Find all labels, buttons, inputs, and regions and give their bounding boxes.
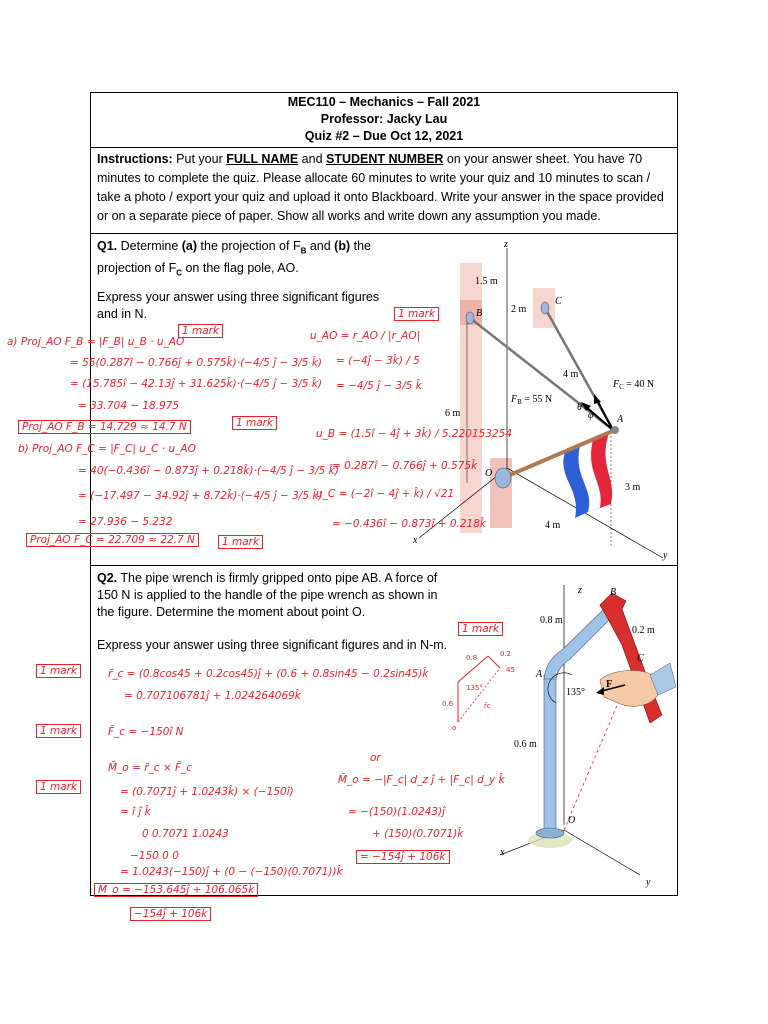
hw-mo-step: = 1.0243(−150)ĵ + (0 − (−150)(0.7071))k̂: [120, 866, 343, 878]
q1-sub: B: [300, 246, 307, 256]
pole-tip-a: [611, 426, 619, 434]
hw-mark: 1 mark: [36, 780, 81, 794]
flag-pole-figure: [405, 238, 675, 563]
force-fc-head: [594, 394, 601, 404]
bracket-b: [466, 312, 474, 324]
header-divider: [90, 147, 678, 148]
pipe-base-plate: [536, 828, 564, 838]
fc-symbol: F: [613, 379, 620, 390]
label-x: x: [413, 535, 418, 546]
hw-det-row: = î ĵ k̂: [120, 806, 151, 818]
hw-q1a-step: = 33.704 − 18.975: [78, 400, 180, 412]
fc-value: = 40 N: [623, 379, 655, 390]
label-fc: [612, 379, 654, 391]
hw-q1a-step: = (15.785î − 42.13ĵ + 31.625k̂)·(−4/5 ĵ − 3/5 k̂): [70, 378, 322, 390]
q2-question: [97, 570, 447, 621]
professor-name: Professor: Jacky Lau: [320, 112, 448, 126]
hw-mark: 1 mark: [394, 307, 439, 321]
sketch-0-2: 0.2: [500, 650, 512, 658]
q1-sub: C: [176, 268, 182, 277]
hw-fc: F̄_c = −150î N: [108, 726, 184, 738]
hw-alt-step: + (150)(0.7071)k̂: [372, 828, 464, 840]
bracket-c: [541, 302, 549, 314]
label-theta: θ: [577, 402, 582, 413]
hw-mark: 1 mark: [36, 664, 81, 678]
instructions-divider: [90, 233, 678, 234]
q1-text: on the flag pole, AO.: [182, 260, 299, 275]
hw-rc-value: = 0.707106781ĵ + 1.024264069k̂: [124, 690, 301, 702]
hw-q1b-answer: Proj_AO F_C = 22.709 ≈ 22.7 N: [26, 533, 199, 547]
label-135deg: 135°: [566, 687, 585, 698]
label-2m: 2 m: [511, 304, 527, 315]
hw-mark: 1 mark: [218, 535, 263, 549]
hw-uao-def: u_AO = r_AO / |r_AO|: [310, 330, 421, 342]
fb-symbol: F: [511, 394, 518, 405]
q1-text: the projection of F: [197, 239, 301, 253]
sketch-o: o: [452, 724, 457, 732]
course-title: MEC110 – Mechanics – Fall 2021: [287, 95, 481, 109]
hw-alt-step: = −(150)(1.0243)ĵ: [348, 806, 446, 818]
instructions: [97, 150, 671, 226]
hw-rc-def: r̄_c = (0.8cos45 + 0.2cos45)ĵ + (0.6 + 0.8sin45 − 0.2sin45)k̂: [108, 668, 429, 680]
label-c: C: [637, 653, 644, 664]
q1-part-a: (a): [181, 239, 198, 253]
label-4m-bottom: 4 m: [545, 520, 561, 531]
q1-text: Determine: [117, 239, 182, 253]
hw-uc-value: = −0.436î − 0.873ĵ + 0.218k̂: [332, 518, 486, 530]
hw-q1b-step: = 40(−0.436î − 0.873ĵ + 0.218k̂)·(−4/5 ĵ − 3/5 k̂): [78, 465, 339, 477]
label-fb: [510, 394, 552, 406]
label-4m: 4 m: [563, 369, 579, 380]
instructions-text: Put your: [172, 152, 227, 166]
force-fc-arrow: [597, 400, 613, 430]
sketch-0-6: 0.6: [442, 700, 454, 708]
label-c: C: [555, 296, 562, 307]
q2-sketch: [440, 642, 520, 732]
fb-value: = 55 N: [521, 394, 553, 405]
label-o: O: [568, 815, 576, 826]
sketch-0-8: 0.8: [466, 654, 478, 662]
hw-uao-step: = (−4ĵ − 3k̂) / 5: [336, 355, 420, 367]
hw-det-row: 0 0.7071 1.0243: [142, 828, 229, 840]
hw-q1b-step: = 27.936 − 5.232: [78, 516, 173, 528]
quiz-title: Quiz #2 – Due Oct 12, 2021: [304, 129, 464, 143]
pole-base-o: [495, 468, 511, 488]
hw-q1b-formula: b) Proj_AO F_C = |F_C| u_C · u_AO: [18, 443, 196, 455]
hw-mo-answer: M̄_o = −153.645ĵ + 106.065k̂: [94, 883, 258, 897]
label-z: z: [578, 585, 582, 596]
hw-alt-answer: = −154ĵ + 106k̂: [356, 850, 450, 864]
label-a: A: [617, 414, 624, 425]
sketch-135: 135°: [466, 684, 483, 692]
label-y: y: [646, 877, 651, 888]
label-f: F: [606, 679, 613, 690]
hw-mo-step: = (0.7071ĵ + 1.0243k̂) × (−150î): [120, 786, 294, 798]
q2-label: Q2.: [97, 571, 118, 585]
hw-or: or: [370, 752, 381, 764]
fc-sub: C: [619, 383, 624, 391]
label-1-5m: 1.5 m: [475, 276, 498, 287]
pipe-wrench-figure: [500, 575, 678, 890]
sketch-rc-label: r̄c: [484, 702, 491, 710]
label-b: B: [476, 308, 483, 319]
hw-det-row: −150 0 0: [130, 850, 179, 862]
q2-express: Express your answer using three significant figures and in N-m.: [97, 638, 448, 652]
fb-sub: B: [517, 398, 522, 406]
full-name-emphasis: FULL NAME: [226, 152, 299, 166]
hw-mo-final: −154ĵ + 106k̂: [130, 907, 211, 921]
sketch-45: 45: [506, 666, 515, 674]
hw-uao-step: = −4/5 ĵ − 3/5 k̂: [336, 380, 422, 392]
q1-question: [97, 238, 397, 281]
label-0-2m: 0.2 m: [632, 625, 655, 636]
force-f-head: [596, 687, 604, 695]
label-y: y: [663, 550, 668, 561]
label-6m: 6 m: [445, 408, 461, 419]
instructions-text: and: [298, 152, 327, 166]
hw-mark: 1 mark: [178, 324, 223, 338]
q1-divider: [90, 565, 678, 566]
label-0-8m: 0.8 m: [540, 615, 563, 626]
hw-ub-def: u_B = (1.5î − 4ĵ + 3k̂) / 5.220153254: [316, 428, 513, 440]
q1-express: Express your answer using three significant figures and in N.: [97, 290, 380, 321]
hw-uc-def: u_C = (−2î − 4ĵ + k̂) / √21: [316, 488, 455, 500]
label-o: O: [485, 468, 493, 479]
label-phi: φ: [588, 410, 594, 421]
hw-mark: 1 mark: [458, 622, 503, 636]
label-0-6m: 0.6 m: [514, 739, 537, 750]
q1-text: the projection of F: [97, 239, 371, 275]
label-b: B: [610, 587, 617, 598]
q1-label: Q1.: [97, 239, 118, 253]
y-axis: [564, 830, 640, 875]
hw-q1a-step: = 55(0.287î − 0.766ĵ + 0.575k̂)·(−4/5 ĵ − 3/5 k̂): [70, 357, 322, 369]
instructions-label: Instructions:: [97, 152, 173, 166]
q1-part-b: (b): [334, 239, 351, 253]
hw-mark: 1 mark: [232, 416, 277, 430]
hw-alt-def: M̄_o = −|F_c| d_z ĵ + |F_c| d_y k̂: [338, 774, 505, 786]
label-a: A: [536, 669, 543, 680]
label-3m: 3 m: [625, 482, 641, 493]
hw-q1a-formula: a) Proj_AO F_B = |F_B| u_B · u_AO: [7, 336, 185, 348]
label-x: x: [500, 847, 505, 858]
hw-q1b-step: = (−17.497 − 34.92ĵ + 8.72k̂)·(−4/5 ĵ − 3/5 k̂): [78, 490, 323, 502]
hw-ub-value: = 0.287î − 0.766ĵ + 0.575k̂: [332, 460, 478, 472]
vertical-pipe: [544, 675, 556, 833]
hw-q1a-answer: Proj_AO F_B = 14.729 ≈ 14.7 N: [18, 420, 191, 434]
instructions-text: on your answer sheet. You have 70 minutes to complete the quiz. Please allocate 60 minutes to write your quiz and 10 minutes to scan / take a photo / export your quiz and upload it onto Blackboard. Write your answer in the space provided or on a separate piece of paper. Show all works and write down any assumption you made.: [97, 152, 664, 223]
sketch-handle: [488, 656, 500, 668]
q1-text: and: [306, 239, 335, 253]
hw-mark: 1 mark: [36, 724, 81, 738]
student-number-emphasis: STUDENT NUMBER: [326, 152, 444, 166]
hw-mo-def: M̄_o = r̄_c × F̄_c: [108, 762, 193, 774]
q2-text: The pipe wrench is firmly gripped onto pipe AB. A force of 150 N is applied to the handle of the pipe wrench as shown in the figure. Determine the moment about point O.: [97, 571, 438, 619]
label-z: z: [504, 239, 508, 250]
